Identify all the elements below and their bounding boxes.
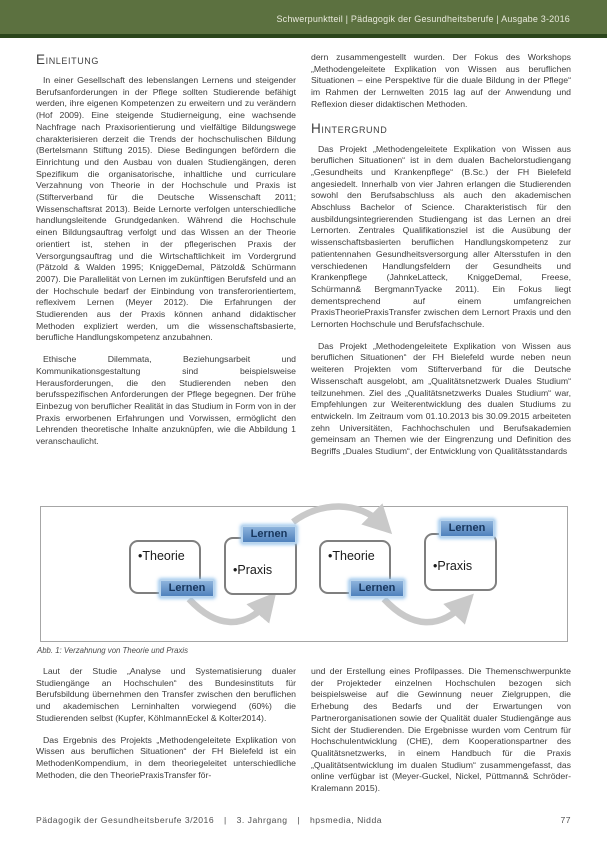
- footer-separator: |: [297, 815, 301, 825]
- curved-arrow-2: [293, 506, 382, 524]
- lernen-badge-1: Lernen: [159, 579, 215, 598]
- praxis-label: •Praxis: [233, 563, 273, 577]
- top-section: [36, 52, 571, 502]
- footer-volume: 3. Jahrgang: [236, 815, 288, 825]
- theorie-label: •Theorie: [328, 549, 375, 563]
- page-footer: [36, 815, 571, 825]
- heading-hintergrund: Hintergrund: [311, 120, 388, 136]
- paragraph-ergebnis: Das Ergebnis des Projekts „Methodengeleitete Explikation von Wissen aus beruflichen Situationen“ der FH Bielefeld ist ein MethodenKompendium, in dem theoriegeleitet unterschiedliche Methoden, die den TheoriePraxisTransfer för-: [36, 734, 296, 780]
- figure-theorie-praxis: [40, 506, 568, 642]
- header-bar: [0, 0, 607, 34]
- praxis-label: •Praxis: [433, 559, 473, 573]
- paragraph-hintergrund-2: Das Projekt „Methodengeleitete Explikation von Wissen aus beruflichen Situationen“ der FH Bielefeld wurde neben neun weiteren Projekten vom Stifterverband für die Deutsche Wissenschaft ausgelobt, am „Qualitätsnetzwerk Duales Studium“ teilzunehmen. Ziel des „Qualitätsnetzwerks Duales Studium“ war, Empfehlungen zur Weiterentwicklung des dualen Studiums zu entwickeln. Im Zeitraum vom 01.10.2013 bis 30.09.2015 arbeiteten zehn Universitäten, Fachhochschulen und Berufsakademien gemeinsam an Themen wie der Eingrenzung und Definition des Begriffs „Duales Studium“, der Entwicklung von Qualitätsstandards: [311, 340, 571, 457]
- right-column-bottom: [311, 666, 571, 810]
- figure-caption: Abb. 1: Verzahnung von Theorie und Praxis: [37, 646, 188, 655]
- theorie-label: •Theorie: [138, 549, 185, 563]
- bottom-section: [36, 666, 571, 810]
- footer-publisher: hpsmedia, Nidda: [310, 815, 383, 825]
- header-rule: [0, 34, 607, 38]
- header-text: Schwerpunktteil | Pädagogik der Gesundheitsberufe | Ausgabe 3-2016: [276, 14, 570, 24]
- paragraph-einleitung-1: In einer Gesellschaft des lebenslangen Lernens und steigender Berufsanforderungen in der Pflege sollten Studierende befähigt werden, ihre eigenen Kompetenzen zu erweitern und zu verändern (Hof 2009). Eine steigende Studierneigung, eine wachsende Nachfrage nach Praxisorientierung und vielfältige Bildungswege charakterisieren derzeit die Trends der hochschulischen Bildung (Bertelsmann Stiftung 2015). Diese Bedingungen befördern die Einrichtung und den Ausbau von dualen Studiengängen, deren Spezifikum die organisatorische, inhaltliche und curriculare Verzahnung von Theorie in der Hochschule und Praxis ist (Stifterverband für die Deutsche Wissenschaft 2011; Wissenschaftsrat 2013). Beide Lernorte verfolgen unterschiedliche handlungsleitende Grundgedanken. Während die Hochschule einen Bildungsauftrag verfolgt und das Wissen an der Theorie orientiert ist, stehen in der pflegerischen Praxis der Versorgungsauftrag und die Wirtschaftlichkeit im Vordergrund (Pätzold & Walden 1995; KniggeDemal, Pätzold& Schürmann 2007). Die Parallelität von Lernen im zukünftigen Berufsfeld und an der Hochschule bedarf der Einbindung von transferorientiertem, reflexivem Lernen (Meyer 2012). Die Erfahrungen der Studierenden aus der Praxis können anhand didaktischer Methoden expliziert werden, um die wissenschaftsbasierte, berufliche Handlungskompetenz anzubahnen.: [36, 75, 296, 343]
- curved-arrow-3: [384, 599, 464, 622]
- figure-box-praxis-2: [424, 533, 497, 591]
- left-column-bottom: [36, 666, 296, 810]
- curved-arrow-1: [189, 599, 267, 622]
- footer-journal-title: Pädagogik der Gesundheitsberufe 3/2016: [36, 815, 215, 825]
- lernen-badge-4: Lernen: [439, 519, 495, 538]
- heading-einleitung: Einleitung: [36, 52, 100, 67]
- paragraph-continuation: dern zusammengestellt wurden. Der Fokus des Workshops „Methodengeleitete Explikation von Wissen aus beruflichen Situationen – eine Perspektive für die duale Bildung in der Pflege“ im Rahmen der Lernwelten 2015 lag auf der Anwendung und Reflexion dieser didaktischen Methoden.: [311, 52, 571, 109]
- left-column: [36, 52, 296, 502]
- figure-box-praxis-1: [224, 537, 297, 595]
- lernen-badge-3: Lernen: [349, 579, 405, 598]
- footer-separator: |: [224, 815, 227, 825]
- paragraph-hintergrund-1: Das Projekt „Methodengeleitete Explikation von Wissen aus beruflichen Situationen“ ist in dem dualen Bachelorstudiengang „Gesundheits und Krankenpflege“ (B.Sc.) der FH Bielefeld angesiedelt. Innerhalb von vier Jahren erlangen die Studierenden sowohl den Berufsabschluss als auch den akademischen Abschluss Bachelor of Science. Charakteristisch für den ausbildungsintegrierenden Studiengang ist das Lernen an drei Lernorten. Zentrales Qualifikationsziel ist die Ausübung der wissenschaftsbasierten beruflichen Handlungskompetenz zur patientennahen Gesundheitsversorgung aller Altersstufen in den verschiedenen Handlungsfeldern der Gesundheits und Krankenpflege (JahnkeLatteck, KniggeDemal, Freese, Schürmann& BergmannTyacke 2011). Ein Fokus liegt dementsprechend auf einem umfangreichen PraxisTheoriePraxisTransfer zwischen dem Lernort Praxis und den Lernorten Hochschule und Berufsfachschule.: [311, 143, 571, 330]
- paragraph-einleitung-2: Ethische Dilemmata, Beziehungsarbeit und Kommunikationsgestaltung sind beispielsweise Herausforderungen, die den Studierenden neben den berufsspezifischen Anforderungen der Pflege begegnen. Der frühe Einbezug von beruflicher Realität in das Studium in Form von in der Praxis erworbenen Erfahrungen und Vorwissen, ermöglicht den Lehrenden theoretische Inhalte anzuknüpfen, wie die Abbildung 1 veranschaulicht.: [36, 354, 296, 447]
- footer-page-number: 77: [560, 815, 571, 825]
- paragraph-profilpass: und der Erstellung eines Profilpasses. Die Themenschwerpunkte der Projekteder einzelnen Hochschulen bezogen sich beispielsweise auf die Gewinnung neuer Zielgruppen, die Erhebung des Bedarfs und der Erwartungen von Partnerorganisationen sowie der Qualität dualer Studiengänge aus Sicht der Studierenden. Die Ergebnisse wurden vom Centrum für Hochschulentwicklung (CHE), dem Kooperationspartner des Qualitätsnetzwerks, in einem Handbuch für die Praxis „Qualitätsentwicklung im dualen Studium“ zusammengefasst, das online verfügbar ist (Meyer-Guckel, Nickel, Püttmann& Schröder-Kralemann 2015).: [311, 666, 571, 794]
- lernen-badge-2: Lernen: [241, 525, 297, 544]
- paragraph-studie: Laut der Studie „Analyse und Systematisierung dualer Studiengänge an Hochschulen“ des Bundesinstituts für Berufsbildung übernehmen den Transfer zwischen den beruflichen und akademischen Lerninhalten vorwiegend (60%) die Studierenden selbst (Kupfer, KöhlmannEckel & Kolter2014).: [36, 666, 296, 723]
- footer-journal-info: [36, 815, 382, 825]
- right-column: [311, 52, 571, 502]
